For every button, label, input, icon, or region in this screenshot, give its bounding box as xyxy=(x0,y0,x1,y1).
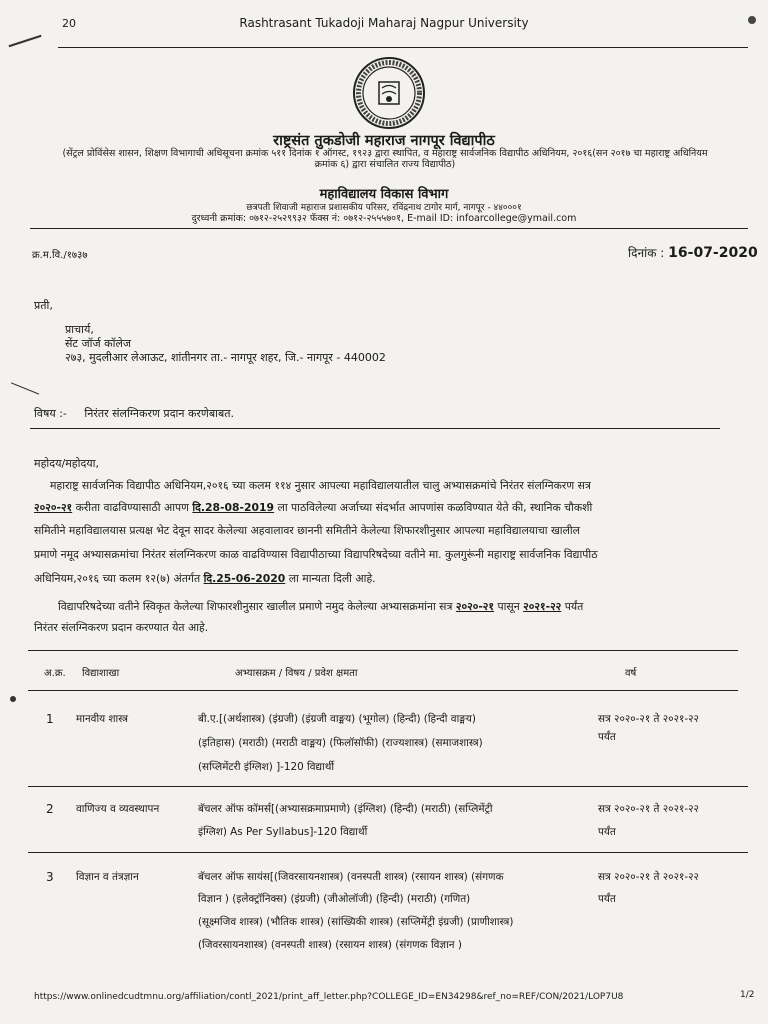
footer-url: https://www.onlinedcudtmnu.org/affiliation/contl_2021/print_aff_letter.php?COLLEGE_ID=EN34298&ref_no=REF/CON/2021/LOP7U8 xyxy=(34,992,624,1002)
row-faculty: मानवीय शास्त्र xyxy=(76,713,129,725)
para2-line: निरंतर संलग्निकरण प्रदान करण्यात येत आहे. xyxy=(34,621,209,634)
para1-text: अधिनियम,२०१६ च्या कलम १२(७) अंतर्गत xyxy=(34,572,204,585)
recipient-line: २७३, मुदलीआर लेआऊट, शांतीनगर ता.- नागपूर शहर, जि.- नागपूर - 440002 xyxy=(65,351,386,364)
department-contact: दुरध्वनी क्रमांक: ०७१२-२५२९९३२ फॅक्स नं: ०७१२-२५५५७०१, E-mail ID: infoarcollege@ymail.com xyxy=(191,213,577,224)
row-faculty: वाणिज्य व व्यवस्थापन xyxy=(76,803,160,815)
table-header-faculty: विद्याशाखा xyxy=(82,668,120,679)
para1-line xyxy=(34,571,376,586)
row-course-line: बॅचलर ऑफ सायंस[(जिवरसायनशास्त्र) (वनस्पती शास्त्र) (रसायन शास्त्र) (संगणक xyxy=(198,871,504,883)
row-course-line: विज्ञान ) (इलेक्ट्रॉनिक्स) (इंग्रजी) (जीओलॉजी) (हिन्दी) (मराठी) (गणित) xyxy=(198,893,471,905)
row-year: सत्र २०२०-२१ ते २०२१-२२ xyxy=(598,871,699,883)
page-corner-number: 20 xyxy=(62,17,76,30)
letter-date xyxy=(628,244,758,261)
header-rule-bottom xyxy=(30,228,748,229)
university-header: Rashtrasant Tukadoji Maharaj Nagpur University xyxy=(239,16,529,30)
para1-line: प्रमाणे नमूद अभ्यासक्रमांचा निरंतर संलग्निकरण काळ वाढविण्यास विद्यापीठाच्या विद्यापरिषदेच्या वतीने मा. कुलगुरूंनी महाराष्ट्र सार्वजनिक विद्यापीठ xyxy=(34,548,598,561)
row-faculty: विज्ञान व तंत्रज्ञान xyxy=(76,871,139,883)
table-rule-header xyxy=(28,690,738,691)
margin-mark xyxy=(9,35,42,47)
row-course-line: (जिवरसायनशास्त्र) (वनस्पती शास्त्र) (रसायन शास्त्र) (संगणक विज्ञान ) xyxy=(198,939,462,951)
margin-mark xyxy=(11,382,39,395)
subject-rule xyxy=(30,428,720,429)
para1-line: महाराष्ट्र सार्वजनिक विद्यापीठ अधिनियम,२०१६ च्या कलम ११४ नुसार आपल्या महाविद्यालयातील चालु अभ्यासक्रमांचे निरंतर संलग्निकरण सत्र xyxy=(50,479,591,492)
para2-line xyxy=(58,599,583,614)
table-header-no: अ.क्र. xyxy=(44,668,66,679)
row-course-line: इंग्लिश) As Per Syllabus]-120 विद्यार्थी xyxy=(198,826,368,838)
approval-date: दि.25-06-2020 xyxy=(203,572,286,585)
para1-line xyxy=(34,500,592,515)
to-label: प्रती, xyxy=(34,299,53,312)
table-row-rule xyxy=(28,786,748,787)
para1-text: करीता वाढविण्यासाठी आपण xyxy=(72,501,193,514)
subject xyxy=(34,406,234,421)
para1-text: ला मान्यता दिली आहे. xyxy=(285,572,376,585)
para2-text: पर्यंत xyxy=(561,600,584,613)
row-number: 1 xyxy=(46,712,54,726)
row-number: 3 xyxy=(46,870,54,884)
page-number: 1/2 xyxy=(740,990,755,1000)
para1-text: ला पाठविलेल्या अर्जाच्या संदर्भात आपणांस कळविण्यात येते की, स्थानिक चौकशी xyxy=(274,501,593,514)
row-year-suffix: पर्यंत xyxy=(598,731,616,743)
row-course-line: बी.ए.[(अर्थशास्त्र) (इंग्रजी) (इंग्रजी वाङ्मय) (भूगोल) (हिन्दी) (हिन्दी वाङ्मय) xyxy=(198,713,476,725)
department-name: महाविद्यालय विकास विभाग xyxy=(319,187,449,202)
table-row-rule xyxy=(28,852,748,853)
subject-label: विषय :- xyxy=(34,407,67,420)
header-rule-top xyxy=(58,47,748,48)
salutation: महोदय/महोदया, xyxy=(34,457,100,470)
corner-dot xyxy=(748,16,756,24)
date-label: दिनांक : xyxy=(628,246,665,260)
session-to: २०२१-२२ xyxy=(523,600,562,613)
row-year-suffix: पर्यंत xyxy=(598,826,616,838)
application-date: दि.28-08-2019 xyxy=(192,501,275,514)
recipient-line: प्राचार्य, xyxy=(65,323,94,336)
subject-text: निरंतर संलग्निकरण प्रदान करणेबाबत. xyxy=(84,407,235,420)
row-course-line: (इतिहास) (मराठी) (मराठी वाङ्मय) (फिलॉसॉफी) (राज्यशास्त्र) (समाजशास्त्र) xyxy=(198,737,483,749)
margin-mark xyxy=(10,696,16,702)
row-course-line: (सप्लिमेंटरी इंग्लिश) ]-120 विद्यार्थी xyxy=(198,761,335,773)
para1-line: समितीने महाविद्यालयास प्रत्यक्ष भेट देवून सादर केलेल्या अहवालावर छाननी समितीने केलेल्या शिफारशीनुसार आपल्या महाविद्यालयाचा खालील xyxy=(34,524,581,537)
university-seal xyxy=(352,56,426,130)
row-course-line: बॅचलर ऑफ कॉमर्स[(अभ्यासक्रमाप्रमाणे) (इंग्लिश) (हिन्दी) (मराठी) (सप्लिमेंट्री xyxy=(198,803,493,815)
recipient-line: सेंट जॉर्ज कॉलेज xyxy=(65,337,132,350)
session-from: २०२०-२१ xyxy=(455,600,495,613)
para2-text: पासून xyxy=(494,600,524,613)
row-year: सत्र २०२०-२१ ते २०२१-२२ xyxy=(598,713,699,725)
reference-number: क्र.म.वि./१७३७ xyxy=(32,250,88,261)
row-number: 2 xyxy=(46,802,54,816)
table-header-year: वर्ष xyxy=(625,668,637,679)
row-year: सत्र २०२०-२१ ते २०२१-२२ xyxy=(598,803,699,815)
letterhead-title: राष्ट्रसंत तुकडोजी महाराज नागपूर विद्यापीठ xyxy=(273,133,495,149)
session-year: २०२०-२१ xyxy=(34,501,73,514)
row-year-suffix: पर्यंत xyxy=(598,893,616,905)
department-address: छत्रपती शिवाजी महाराज प्रशासकीय परिसर, रविंद्रनाथ टागोर मार्ग, नागपूर - ४४०००१ xyxy=(246,203,522,213)
table-header-course: अभ्यासक्रम / विषय / प्रवेश क्षमता xyxy=(235,668,358,679)
table-rule-top xyxy=(28,650,738,651)
para2-text: विद्यापरिषदेच्या वतीने स्विकृत केलेल्या शिफारशीनुसार खालील प्रमाणे नमुद केलेल्या अभ्यासक्रमांना सत्र xyxy=(58,600,456,613)
letterhead-subtitle: (सेंट्रल प्रोविंसेस शासन, शिक्षण विभागाची अधिसूचना क्रमांक ५११ दिनांक १ ऑगस्ट, १९२३ द्वारा स्थापित, व महाराष्ट्र सार्वजनिक विद्यापीठ अधिनियम, २०१६(सन २०१७ चा महाराष्ट्र अधिनियम क्रमांक ६) द्वारा संचालित राज्य विद्यापीठ) xyxy=(62,148,708,170)
row-course-line: (सूक्ष्मजिव शास्त्र) (भौतिक शास्त्र) (सांख्यिकी शास्त्र) (सप्लिमेंट्री इंग्रजी) (प्राणीशास्त्र) xyxy=(198,916,514,928)
date-value: 16-07-2020 xyxy=(668,245,758,261)
